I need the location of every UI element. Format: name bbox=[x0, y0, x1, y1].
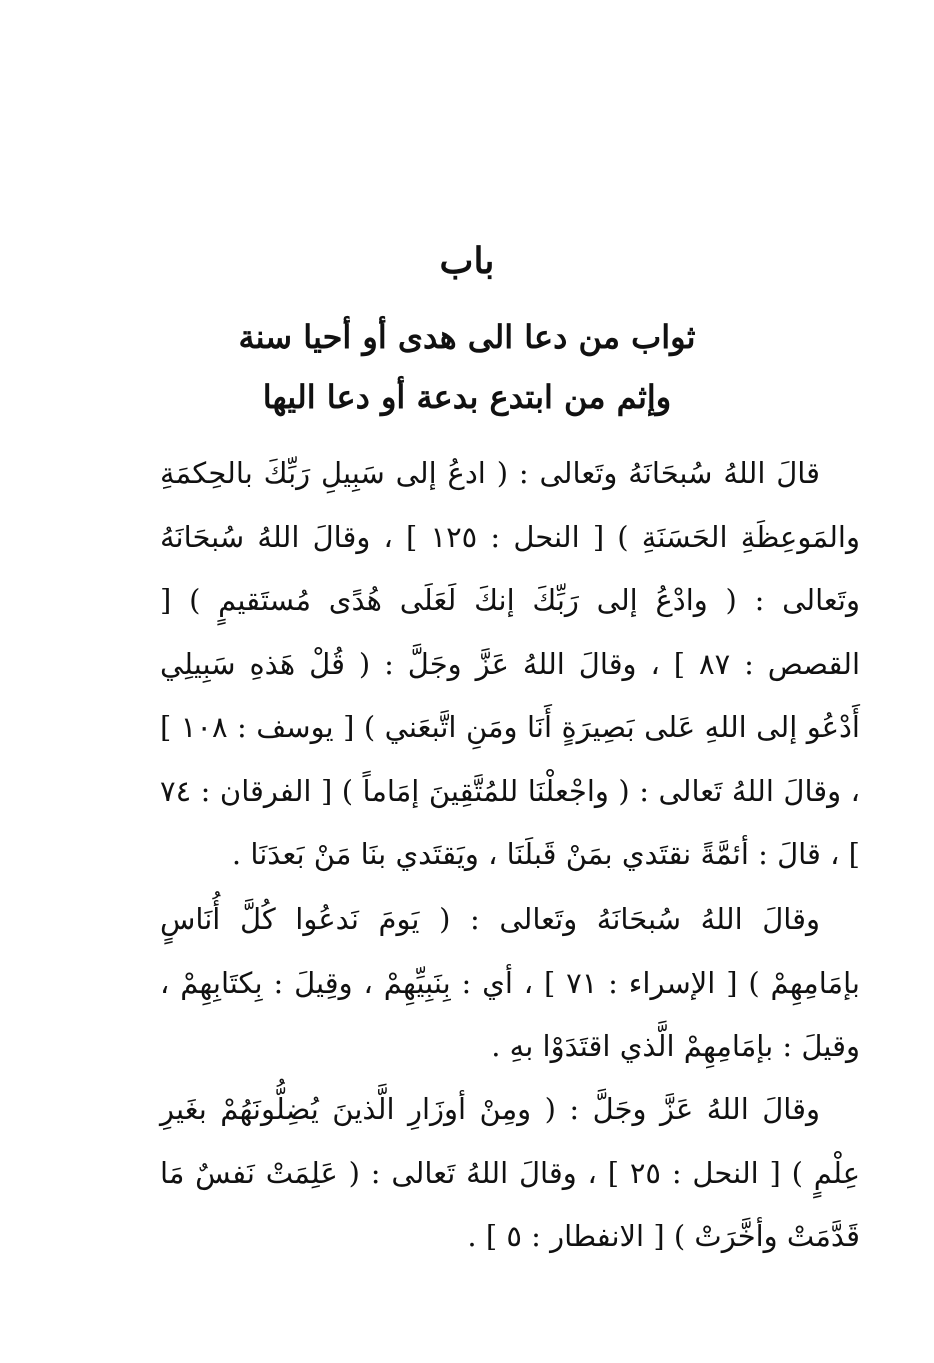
section-title-line-1: ثواب من دعا الى هدى أو أحيا سنة bbox=[238, 318, 696, 356]
chapter-heading: باب bbox=[439, 240, 495, 282]
section-title-line-2: وإثم من ابتدع بدعة أو دعا اليها bbox=[262, 378, 672, 416]
paragraph-3: وقالَ اللهُ عَزَّ وجَلَّ : ( ومِنْ أوزَارِ الَّذينَ يُضِلُّونَهُمْ بغَيرِ عِلْمٍ ) [ النحل : ٢٥ ] ، وقالَ اللهُ تَعالى : ( عَلِمَتْ نَفسٌ مَا قَدَّمَتْ وأخَّرَتْ ) [ الانفطار : ٥ ] . bbox=[160, 1092, 860, 1253]
paragraph-2: وقالَ اللهُ سُبحَانَهُ وتَعالى : ( يَومَ نَدعُوا كُلَّ أُنَاسٍ بإمَامِهِمْ ) [ الإسراء : ٧١ ] ، أي : بِنَبِيِّهِمْ ، وقِيلَ : بِكتَابِهِمْ ، وقيلَ : بإمَامِهِمْ الَّذي اقتَدَوْا بهِ . bbox=[160, 902, 860, 1063]
paragraph-1: قالَ اللهُ سُبحَانَهُ وتَعالى : ( ادعُ إلى سَبِيلِ رَبِّكَ بالحِكمَةِ والمَوعِظَةِ الحَسَنَةِ ) [ النحل : ١٢٥ ] ، وقالَ اللهُ سُبحَانَهُ وتَعالى : ( وادْعُ إلى رَبِّكَ إنكَ لَعَلَى هُدًى مُستَقيمٍ ) [ القصص : ٨٧ ] ، وقالَ اللهُ عَزَّ وجَلَّ : ( قُلْ هَذهِ سَبِيلِي أَدْعُو إلى اللهِ عَلى بَصِيرَةٍ أَنَا ومَنِ اتَّبعَني ) [ يوسف : ١٠٨ ] ، وقالَ اللهُ تَعالى : ( واجْعلْنَا للمُتَّقِينَ إمَاماً ) [ الفرقان : ٧٤ ] ، قالَ : أئمَّةً نقتَدي بمَنْ قَبلَنَا ، ويَقتَدي بنَا مَنْ بَعدَنَا . bbox=[160, 456, 861, 871]
